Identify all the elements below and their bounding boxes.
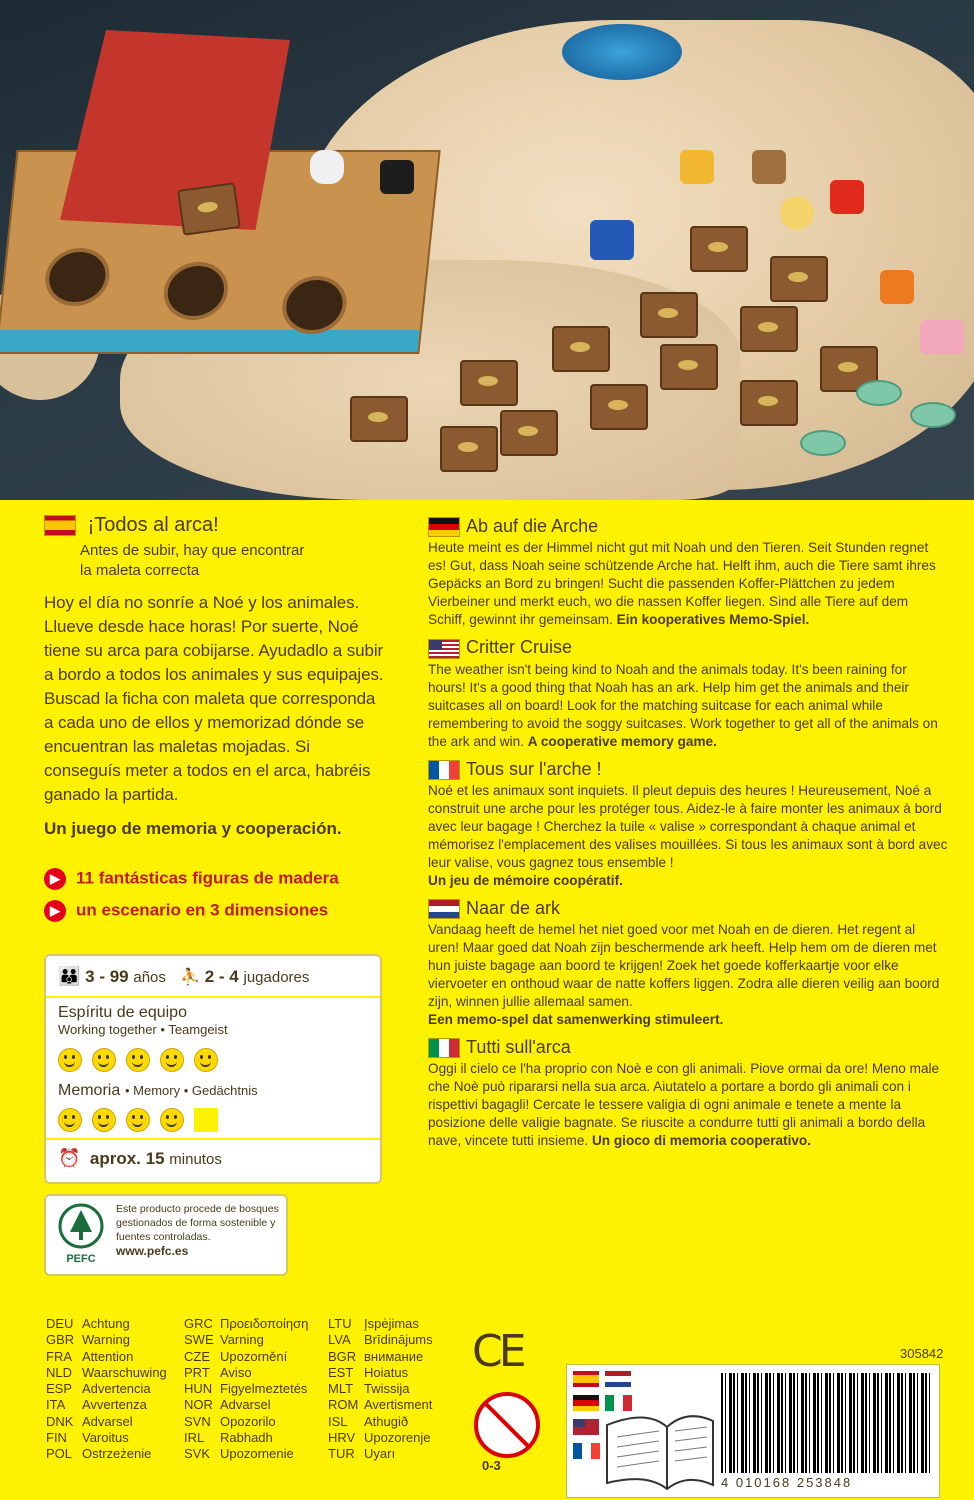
warning-entry: SVK Upozornenie xyxy=(184,1446,294,1462)
memory-rating xyxy=(58,1108,218,1132)
smiley-icon xyxy=(160,1048,184,1072)
age-warning-label: 0-3 xyxy=(482,1458,501,1473)
play-time-row: ⏰ aprox. 15 minutos xyxy=(58,1148,222,1168)
warning-entry: PRT Aviso xyxy=(184,1364,252,1380)
smiley-icon xyxy=(126,1108,150,1132)
translations xyxy=(428,516,948,1158)
warning-entry: ESP Advertencia xyxy=(46,1381,151,1397)
italian-section: Tutti sull'arca Oggi il cielo ce l'ha proprio con Noè e con gli animali. Piove ormai da ore! Meno male che Noè può ripararsi nella sua arca. Aiutatelo a portare a bordo gli animali con i rispettivi bagagli! Cercate le tessere valigia di ogni animale e tenete a mente la posizione delle valigie bagnate. Se riuscite a condurre tutti gli animali a bordo della nave, vincete tutti insieme. Un gioco di memoria cooperativo. xyxy=(428,1037,940,1149)
pefc-label: PEFC Este producto procede de bosques gestionados de forma sostenible y fuentes controladas. www.pefc.es xyxy=(44,1194,288,1276)
clock-icon: ⏰ xyxy=(58,1148,81,1168)
warnings-column xyxy=(328,1316,433,1463)
dutch-section: Naar de ark Vandaag heeft de hemel het niet goed voor met Noah en de dieren. Het regent al uren! Maar goed dat Noah zijn beschermende ark heeft. Help hem om de dieren met hun juiste bagage aan boord te krijgen! Zoek het goede kofferkaartje voor elke viervoeter en onthoud waar de natte koffers liggen. Zodra alle dieren veilig aan boord zijn, winnen jullie allemaal samen. Een memo-spel dat samenwerking stimuleert. xyxy=(428,897,940,1027)
barcode-panel xyxy=(566,1364,940,1498)
warning-entry: LTU Įspėjimas xyxy=(328,1316,419,1331)
warning-entry: EST Hoiatus xyxy=(328,1364,409,1380)
pond xyxy=(562,24,682,80)
warning-entry: POL Ostrzeżenie xyxy=(46,1446,152,1462)
smiley-icon xyxy=(160,1108,184,1132)
spain-flag-icon xyxy=(44,515,76,536)
arrow-right-icon: ▶ xyxy=(44,868,66,890)
warning-entry: HRV Upozorenje xyxy=(328,1430,431,1446)
italy-flag-icon xyxy=(428,1038,460,1058)
feature-bullet: ▶ 11 fantásticas figuras de madera xyxy=(44,868,339,890)
players-icon: ⛹ xyxy=(180,969,200,986)
age-warning-icon xyxy=(474,1392,540,1458)
manual-book-icon xyxy=(567,1365,715,1495)
age-players-row: 👪 3 - 99 años ⛹ 2 - 4 jugadores xyxy=(58,966,310,986)
spanish-body: Hoy el día no sonríe a Noé y los animales. Llueve desde hace horas! Por suerte, Noé tiene su arca para cobijarse. Ayudadlo a subir a bordo a todos los animales y sus equipajes. Buscad la ficha con maleta que corresponda a cada uno de ellos y memorizad dónde se encuentran las maletas mojadas. Si conseguís meter a todos en el arca, habréis ganado la partida. xyxy=(44,593,384,804)
teamwork-label: Espíritu de equipo Working together • Teamgeist xyxy=(58,1004,228,1037)
germany-flag-icon xyxy=(428,517,460,537)
france-flag-icon xyxy=(428,760,460,780)
arrow-right-icon: ▶ xyxy=(44,900,66,922)
english-section: Critter Cruise The weather isn't being kind to Noah and the animals today. It's been raining for hours! It's a good thing that Noah has an ark. Help him get the animals and their suitcases all on board! Look for the matching suitcase for each animal while remembering to avoid the soggy suitcases. Work together to get all of the animals on the ark and win. A cooperative memory game. xyxy=(428,637,938,749)
warning-entry: DNK Advarsel xyxy=(46,1413,133,1429)
feature-bullet: ▶ un escenario en 3 dimensiones xyxy=(44,900,328,922)
back-panel xyxy=(0,500,974,1500)
smiley-icon xyxy=(126,1048,150,1072)
smiley-icon xyxy=(58,1108,82,1132)
barcode-number: 4 010168 253848 xyxy=(721,1475,853,1490)
warning-entry: SWE Varning xyxy=(184,1332,264,1348)
product-photo xyxy=(0,0,974,500)
warning-entry: NLD Waarschuwing xyxy=(46,1364,167,1380)
warning-entry: CZE Upozornění xyxy=(184,1348,288,1364)
warning-entry: FIN Varoitus xyxy=(46,1430,129,1446)
german-section: Ab auf die Arche Heute meint es der Himmel nicht gut mit Noah und den Tieren. Seit Stunden regnet es! Gut, dass Noah seine schützende Arche hat. Helft ihm, auch die Tiere samt ihres Gepäcks an Bord zu bringen! Sucht die passenden Koffer-Plättchen zu jedem Vierbeiner und merkt euch, wo die nassen Koffer liegen. Sind alle Tiere auf dem Schiff, gewinnt ihr gemeinsam. Ein kooperatives Memo-Spiel. xyxy=(428,516,936,628)
warning-entry: GRC Προειδοποίηση xyxy=(184,1316,309,1331)
spanish-subtitle: Antes de subir, hay que encontrar la maleta correcta xyxy=(80,542,305,579)
warning-entry: LVA Brīdinājums xyxy=(328,1332,433,1348)
french-section: Tous sur l'arche ! Noé et les animaux sont inquiets. Il pleut depuis des heures ! Heureusement, Noé a construit une arche pour les protéger tous. Aidez-le à faire monter les animaux à bord avec leur bagage ! Cherchez la tuile « valise » correspondant à chaque animal et mémorisez l'emplacement des valises mouillées. Si tous les animaux sont à bord avec leur valise, vous gagnez tous ensemble ! Un jeu de mémoire coopératif. xyxy=(428,758,948,888)
warning-entry: ROM Avertisment xyxy=(328,1397,433,1413)
warning-entry: NOR Advarsel xyxy=(184,1397,271,1413)
warning-entry: BGR внимание xyxy=(328,1348,424,1364)
warning-entry: ITA Avvertenza xyxy=(46,1397,147,1413)
game-info-box xyxy=(44,954,382,1184)
empty-rating-slot xyxy=(194,1108,218,1132)
warnings-column xyxy=(184,1316,308,1463)
netherlands-flag-icon xyxy=(428,899,460,919)
warning-entry: IRL Rabhadh xyxy=(184,1430,273,1446)
warning-entry: SVN Opozorilo xyxy=(184,1413,276,1429)
warning-entry: MLT Twissija xyxy=(328,1381,410,1397)
usa-flag-icon xyxy=(428,639,460,659)
warnings-column xyxy=(46,1316,167,1463)
spanish-tagline: Un juego de memoria y cooperación. xyxy=(44,819,342,838)
smiley-icon xyxy=(58,1048,82,1072)
pefc-tree-icon xyxy=(56,1202,106,1268)
spanish-title: ¡Todos al arca! xyxy=(44,514,384,537)
smiley-icon xyxy=(92,1108,116,1132)
warning-entry: FRA Attention xyxy=(46,1348,134,1364)
ce-mark: CE xyxy=(472,1326,523,1377)
smiley-icon xyxy=(92,1048,116,1072)
article-number: 305842 xyxy=(900,1346,944,1361)
warning-entry: ISL Athugið xyxy=(328,1413,409,1429)
spanish-section xyxy=(44,514,384,839)
memory-label: Memoria • Memory • Gedächtnis xyxy=(58,1082,258,1099)
smiley-icon xyxy=(194,1048,218,1072)
warning-entry: DEU Achtung xyxy=(46,1316,130,1331)
warning-entry: TUR Uyarı xyxy=(328,1446,396,1462)
teamwork-rating xyxy=(58,1048,228,1072)
svg-text:PEFC: PEFC xyxy=(66,1253,96,1265)
barcode xyxy=(721,1373,931,1473)
warning-entry: HUN Figyelmeztetés xyxy=(184,1381,308,1397)
warning-entry: GBR Warning xyxy=(46,1332,130,1348)
ark-roof xyxy=(60,30,290,230)
age-people-icon: 👪 xyxy=(58,966,81,986)
